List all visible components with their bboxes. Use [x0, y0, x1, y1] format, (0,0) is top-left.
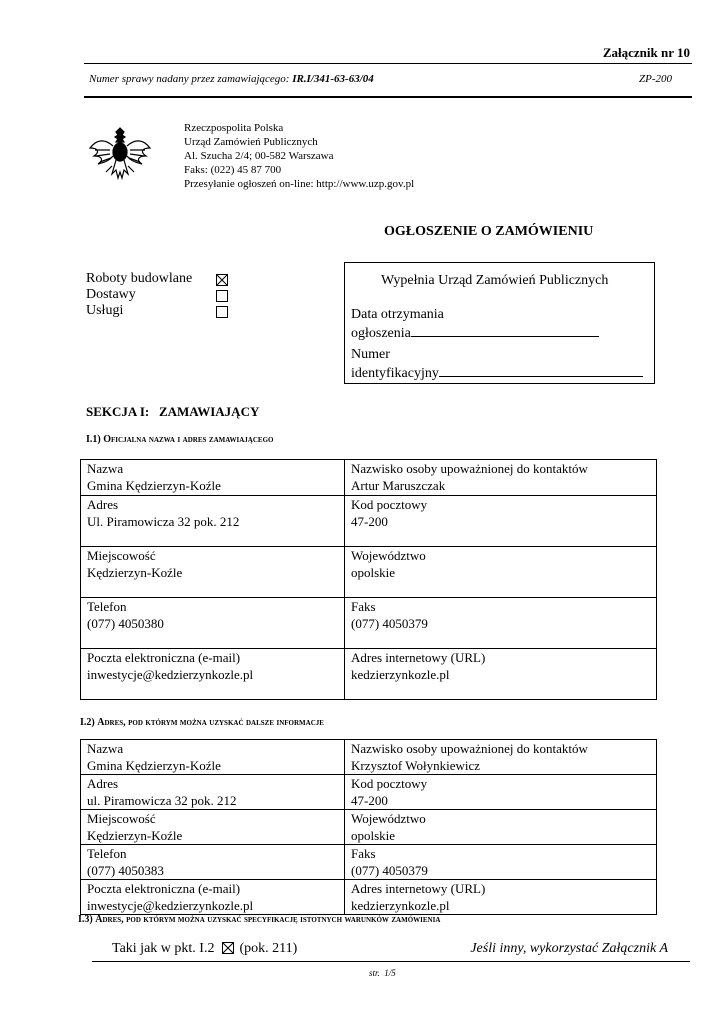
received-label: Data otrzymania	[351, 307, 444, 322]
cell-value: inwestycje@kedzierzynkozle.pl	[87, 898, 254, 913]
table-cell	[81, 740, 345, 775]
order-type-label: Dostawy	[86, 287, 136, 302]
office-line: Al. Szucha 2/4; 00-582 Warszawa	[184, 150, 334, 162]
table-row	[81, 547, 657, 598]
page-number	[369, 967, 396, 979]
table-row	[81, 460, 657, 496]
table-cell	[81, 547, 345, 598]
cell-label: Nazwisko osoby upoważnionej do kontaktów	[351, 741, 588, 756]
table-cell	[81, 810, 345, 845]
order-type-checkbox[interactable]	[216, 274, 228, 286]
polish-eagle-emblem	[86, 120, 154, 188]
table-row	[81, 598, 657, 649]
table-cell	[345, 845, 657, 880]
table-cell	[345, 460, 657, 496]
cell-label: Nazwa	[87, 461, 124, 476]
cell-label: Miejscowość	[87, 548, 156, 563]
table-row	[81, 810, 657, 845]
cell-value: opolskie	[351, 565, 396, 580]
case-number	[89, 72, 374, 86]
received-field	[351, 323, 599, 342]
id-number-label: Numer	[351, 347, 390, 362]
cell-label: Adres	[87, 497, 119, 512]
spec-address-row	[112, 940, 297, 957]
cell-value: inwestycje@kedzierzynkozle.pl	[87, 667, 254, 682]
order-type-item	[86, 287, 192, 303]
cell-label: Telefon	[87, 846, 127, 861]
section-i1-number: I.1)	[86, 434, 104, 445]
form-code: ZP-200	[639, 73, 672, 85]
cell-value: Kędzierzyn-Koźle	[87, 828, 183, 843]
cell-value: 47-200	[351, 514, 388, 529]
office-use-box	[344, 262, 655, 384]
cell-label: Poczta elektroniczna (e-mail)	[87, 650, 241, 665]
table-cell	[81, 496, 345, 547]
section-1-title: SEKCJA I: ZAMAWIAJĄCY	[86, 404, 260, 419]
table-row	[81, 845, 657, 880]
same-as-checkbox[interactable]	[222, 942, 234, 954]
cell-label: Województwo	[351, 811, 426, 826]
cell-value: 47-200	[351, 793, 388, 808]
office-line: Urząd Zamówień Publicznych	[184, 136, 318, 148]
id-number-field	[351, 363, 643, 382]
order-type-checkbox[interactable]	[216, 306, 228, 318]
other-address-note: Jeśli inny, wykorzystać Załącznik A	[470, 941, 668, 956]
received-label-2: ogłoszenia	[351, 326, 411, 341]
cell-label: Adres internetowy (URL)	[351, 650, 486, 665]
section-i1-title: Oficjalna nazwa i adres zamawiającego	[103, 434, 274, 445]
case-number-label: Numer sprawy nadany przez zamawiającego:	[89, 73, 290, 85]
cell-value: Ul. Piramowicza 32 pok. 212	[87, 514, 240, 529]
section-i3-heading	[78, 913, 440, 926]
table-cell	[81, 649, 345, 700]
cell-label: Faks	[351, 599, 376, 614]
cell-value: kedzierzynkozle.pl	[351, 898, 450, 913]
table-cell	[345, 547, 657, 598]
cell-value: Gmina Kędzierzyn-Koźle	[87, 478, 221, 493]
attachment-label: Załącznik nr 10	[602, 45, 690, 60]
cell-value: (077) 4050379	[351, 616, 428, 631]
order-type-label: Roboty budowlane	[86, 271, 193, 286]
cell-value: opolskie	[351, 828, 396, 843]
cell-label: Miejscowość	[87, 811, 156, 826]
cell-label: Poczta elektroniczna (e-mail)	[87, 881, 241, 896]
table-cell	[81, 598, 345, 649]
table-cell	[345, 496, 657, 547]
order-type-checkbox[interactable]	[216, 290, 228, 302]
table-row	[81, 880, 657, 915]
section-i3-title: Adres, pod którym można uzyskać specyfikację istotnych warunków zamówienia	[95, 914, 441, 925]
office-address	[184, 121, 414, 191]
table-cell	[345, 775, 657, 810]
room-number: (pok. 211)	[239, 941, 298, 956]
office-line: Rzeczpospolita Polska	[184, 122, 284, 134]
table-cell	[81, 775, 345, 810]
cell-label: Faks	[351, 846, 376, 861]
cell-value: Gmina Kędzierzyn-Koźle	[87, 758, 221, 773]
order-type-item	[86, 271, 192, 287]
order-type-item	[86, 303, 192, 319]
cell-value: (077) 4050379	[351, 863, 428, 878]
cell-value: Kędzierzyn-Koźle	[87, 565, 183, 580]
table-cell	[345, 810, 657, 845]
order-type-list	[86, 271, 192, 319]
cell-value: ul. Piramowicza 32 pok. 212	[87, 793, 237, 808]
table-cell	[81, 880, 345, 915]
section-i1-heading	[86, 433, 273, 446]
contact-table-i1	[80, 459, 657, 700]
cell-value: (077) 4050380	[87, 616, 164, 631]
cell-label: Kod pocztowy	[351, 776, 428, 791]
id-number-label-2: identyfikacyjny	[351, 366, 439, 381]
table-cell	[345, 649, 657, 700]
office-use-title: Wypełnia Urząd Zamówień Publicznych	[381, 273, 609, 288]
section-i2-number: I.2)	[80, 717, 98, 728]
table-row	[81, 740, 657, 775]
cell-value: (077) 4050383	[87, 863, 164, 878]
table-row	[81, 649, 657, 700]
header-rule-bottom	[84, 96, 692, 98]
office-line: Faks: (022) 45 87 700	[184, 164, 282, 176]
table-cell	[81, 845, 345, 880]
same-as-label: Taki jak w pkt. I.2	[112, 941, 215, 956]
cell-label: Kod pocztowy	[351, 497, 428, 512]
page-value: 1/5	[384, 968, 396, 978]
cell-label: Telefon	[87, 599, 127, 614]
id-number-blank[interactable]	[439, 363, 643, 377]
cell-value: Krzysztof Wołynkiewicz	[351, 758, 481, 773]
cell-label: Nazwa	[87, 741, 124, 756]
section-i2-title: Adres, pod którym można uzyskać dalsze informacje	[97, 717, 324, 728]
cell-label: Województwo	[351, 548, 426, 563]
table-cell	[345, 598, 657, 649]
cell-value: Artur Maruszczak	[351, 478, 446, 493]
order-type-label: Usługi	[86, 303, 124, 318]
table-cell	[345, 880, 657, 915]
page-title: OGŁOSZENIE O ZAMÓWIENIU	[384, 224, 594, 239]
footer-rule	[92, 961, 690, 962]
table-cell	[345, 740, 657, 775]
table-row	[81, 496, 657, 547]
table-cell	[81, 460, 345, 496]
received-blank[interactable]	[411, 323, 599, 337]
page-label: str.	[369, 968, 380, 978]
section-i3-number: I.3)	[78, 914, 96, 925]
contact-table-i2	[80, 739, 657, 915]
case-number-value: IR.I/341-63-63/04	[292, 73, 374, 85]
cell-label: Adres internetowy (URL)	[351, 881, 486, 896]
cell-label: Adres	[87, 776, 119, 791]
office-line: Przesyłanie ogłoszeń on-line: http://www.uzp.gov.pl	[184, 178, 415, 190]
cell-value: kedzierzynkozle.pl	[351, 667, 450, 682]
header-rule-top	[84, 63, 692, 64]
cell-label: Nazwisko osoby upoważnionej do kontaktów	[351, 461, 588, 476]
table-row	[81, 775, 657, 810]
section-i2-heading	[80, 716, 324, 729]
